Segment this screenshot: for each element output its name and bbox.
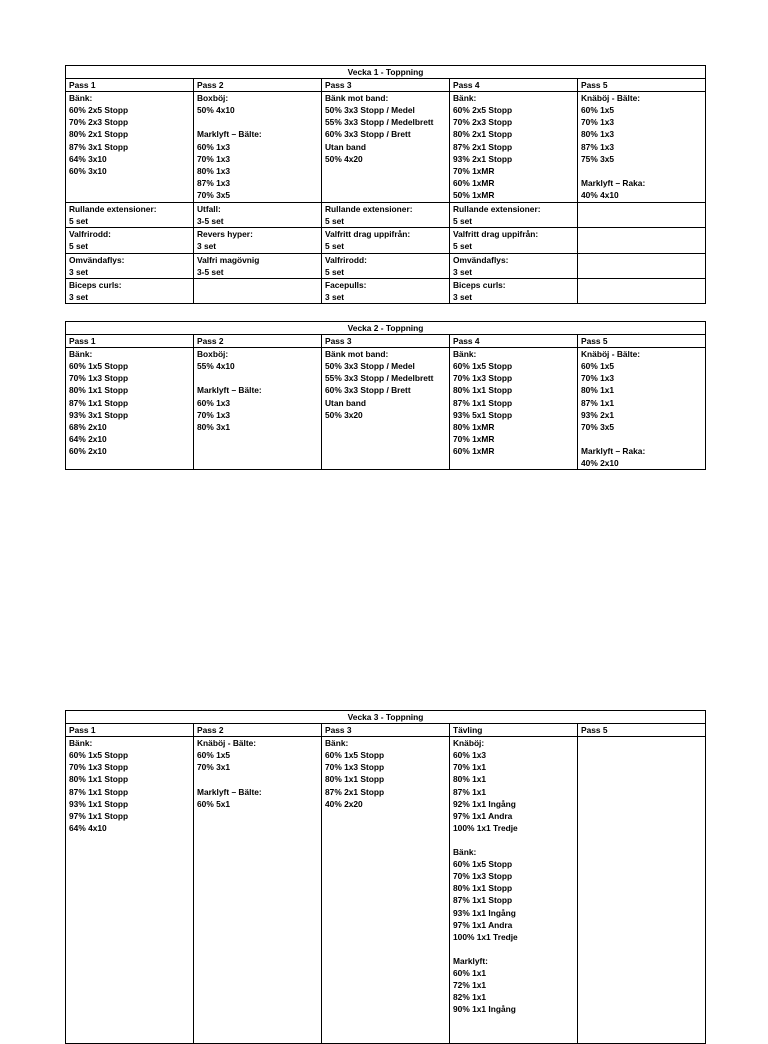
cell-line: 60% 1xMR: [453, 177, 495, 188]
cell-line: Knäböj - Bälte:: [581, 349, 641, 360]
cell-line: Facepulls:: [325, 279, 367, 290]
cell-line: Rullande extensioner:: [453, 204, 541, 215]
cell-line: 50% 3x20: [325, 409, 363, 420]
cell-line: 60% 1x3: [453, 750, 487, 761]
cell-line: 5 set: [325, 266, 345, 277]
table-cell: [194, 228, 322, 253]
cell-line: Bänk:: [69, 93, 93, 104]
table-cell: [66, 92, 194, 203]
cell-line: 70% 1x3: [581, 373, 615, 384]
table-row: [66, 737, 706, 1044]
week-title: Vecka 1 - Toppning: [66, 66, 706, 79]
cell-line: Valfritt drag uppifrån:: [325, 229, 411, 240]
cell-line: 87% 1x1 Stopp: [69, 786, 129, 797]
cell-line: 60% 1xMR: [453, 445, 495, 456]
column-header: Tävling: [450, 724, 578, 737]
cell-line: 70% 1x1: [453, 762, 487, 773]
cell-line: [197, 116, 318, 128]
table-cell: [578, 278, 706, 303]
cell-line: Bänk:: [453, 847, 477, 858]
cell-line: 60% 2x5 Stopp: [453, 105, 513, 116]
week2-table: [65, 321, 706, 470]
cell-line: Valfritt drag uppifrån:: [453, 229, 539, 240]
table-cell: [450, 203, 578, 228]
cell-line: 72% 1x1: [453, 980, 487, 991]
column-header: Pass 2: [194, 335, 322, 348]
cell-line: Utfall:: [197, 204, 221, 215]
cell-line: Utan band: [325, 141, 366, 152]
cell-line: 50% 4x20: [325, 153, 363, 164]
cell-line: 70% 3x1: [197, 762, 231, 773]
cell-line: 93% 2x1: [581, 409, 615, 420]
cell-line: 80% 1x1 Stopp: [69, 385, 129, 396]
table-cell: [450, 737, 578, 1044]
cell-line: 80% 1x1 Stopp: [325, 774, 385, 785]
week-title: Vecka 2 - Toppning: [66, 322, 706, 335]
cell-line: 64% 4x10: [69, 822, 107, 833]
table-row: [66, 228, 706, 253]
table-cell: [450, 278, 578, 303]
cell-line: Biceps curls:: [69, 279, 122, 290]
cell-line: 60% 3x3 Stopp / Brett: [325, 129, 411, 140]
cell-line: 60% 1x5: [581, 105, 615, 116]
cell-line: 87% 3x1 Stopp: [69, 141, 129, 152]
cell-line: 3 set: [453, 291, 473, 302]
cell-line: 40% 2x10: [581, 458, 619, 469]
table-cell: [194, 278, 322, 303]
cell-line: 60% 1x3: [197, 397, 231, 408]
cell-line: 60% 5x1: [197, 798, 231, 809]
cell-line: Bänk:: [69, 349, 93, 360]
cell-line: 90% 1x1 Ingång: [453, 1004, 516, 1015]
cell-line: 70% 1x3 Stopp: [69, 762, 129, 773]
table-row: [66, 348, 706, 470]
table-cell: [450, 92, 578, 203]
table-cell: [322, 203, 450, 228]
week-title: Vecka 3 - Toppning: [66, 711, 706, 724]
cell-line: 3 set: [453, 266, 473, 277]
column-header: Pass 3: [322, 335, 450, 348]
cell-line: 60% 1x5 Stopp: [453, 859, 513, 870]
table-cell: [450, 253, 578, 278]
cell-line: Bänk mot band:: [325, 93, 389, 104]
cell-line: Knäböj:: [453, 738, 485, 749]
cell-line: Marklyft – Bälte:: [197, 385, 262, 396]
cell-line: Marklyft – Bälte:: [197, 786, 262, 797]
cell-line: 3 set: [325, 291, 345, 302]
cell-line: 5 set: [69, 216, 89, 227]
cell-line: Rullande extensioner:: [325, 204, 413, 215]
cell-line: 50% 3x3 Stopp / Medel: [325, 105, 415, 116]
cell-line: 60% 3x10: [69, 165, 107, 176]
table-cell: [578, 737, 706, 1044]
cell-line: 55% 4x10: [197, 361, 235, 372]
table-cell: [194, 203, 322, 228]
cell-line: Boxböj:: [197, 93, 229, 104]
cell-line: 3 set: [197, 241, 217, 252]
cell-line: 87% 1x1: [581, 397, 615, 408]
cell-line: 80% 1x1 Stopp: [69, 774, 129, 785]
cell-line: 60% 1x5 Stopp: [453, 361, 513, 372]
cell-line: Knäböj - Bälte:: [581, 93, 641, 104]
cell-line: [581, 433, 702, 445]
table-cell: [66, 253, 194, 278]
cell-line: 70% 1x3: [197, 409, 231, 420]
table-row: [66, 278, 706, 303]
cell-line: [453, 834, 574, 846]
cell-line: 87% 2x1 Stopp: [453, 141, 513, 152]
cell-line: Marklyft – Raka:: [581, 177, 646, 188]
column-header: Pass 2: [194, 724, 322, 737]
table-cell: [194, 92, 322, 203]
cell-line: 93% 5x1 Stopp: [453, 409, 513, 420]
cell-line: 80% 1x1 Stopp: [453, 385, 513, 396]
column-header: Pass 5: [578, 335, 706, 348]
cell-line: 100% 1x1 Tredje: [453, 931, 518, 942]
cell-line: [581, 165, 702, 177]
cell-line: 70% 1x3 Stopp: [453, 871, 513, 882]
cell-line: [197, 372, 318, 384]
cell-line: 70% 2x3 Stopp: [453, 117, 513, 128]
table-cell: [66, 737, 194, 1044]
cell-line: 87% 1x1 Stopp: [453, 397, 513, 408]
cell-line: [453, 943, 574, 955]
cell-line: Revers hyper:: [197, 229, 253, 240]
table-cell: [66, 348, 194, 470]
table-cell: [578, 92, 706, 203]
cell-line: 82% 1x1: [453, 992, 487, 1003]
cell-line: Bänk mot band:: [325, 349, 389, 360]
cell-line: 60% 2x10: [69, 445, 107, 456]
cell-line: 87% 1x3: [197, 177, 231, 188]
cell-line: 5 set: [453, 216, 473, 227]
column-header: Pass 2: [194, 79, 322, 92]
cell-line: Valfrirodd:: [325, 254, 367, 265]
cell-line: Bänk:: [453, 93, 477, 104]
cell-line: 93% 3x1 Stopp: [69, 409, 129, 420]
cell-line: Rullande extensioner:: [69, 204, 157, 215]
cell-line: 87% 1x1 Stopp: [453, 895, 513, 906]
column-header: Pass 3: [322, 724, 450, 737]
cell-line: 75% 3x5: [581, 153, 615, 164]
cell-line: 55% 3x3 Stopp / Medelbrett: [325, 117, 434, 128]
table-cell: [322, 228, 450, 253]
table-cell: [578, 228, 706, 253]
cell-line: 97% 1x1 Stopp: [69, 810, 129, 821]
cell-line: 55% 3x3 Stopp / Medelbrett: [325, 373, 434, 384]
table-row: [66, 203, 706, 228]
table-cell: [322, 348, 450, 470]
cell-line: Bänk:: [325, 738, 349, 749]
cell-line: 70% 1xMR: [453, 433, 495, 444]
cell-line: 87% 2x1 Stopp: [325, 786, 385, 797]
cell-line: 93% 1x1 Ingång: [453, 907, 516, 918]
cell-line: 93% 2x1 Stopp: [453, 153, 513, 164]
cell-line: 50% 1xMR: [453, 189, 495, 200]
cell-line: Valfrirodd:: [69, 229, 111, 240]
cell-line: 3 set: [69, 291, 89, 302]
cell-line: 70% 1x3: [581, 117, 615, 128]
cell-line: 93% 1x1 Stopp: [69, 798, 129, 809]
table-cell: [66, 228, 194, 253]
cell-line: 70% 1xMR: [453, 165, 495, 176]
column-header: Pass 5: [578, 79, 706, 92]
table-cell: [578, 253, 706, 278]
cell-line: 64% 3x10: [69, 153, 107, 164]
table-cell: [194, 737, 322, 1044]
cell-line: 92% 1x1 Ingång: [453, 798, 516, 809]
cell-line: 60% 1x3: [197, 141, 231, 152]
cell-line: 87% 1x1: [453, 786, 487, 797]
cell-line: 97% 1x1 Andra: [453, 810, 513, 821]
cell-line: 50% 4x10: [197, 105, 235, 116]
column-header: Pass 1: [66, 335, 194, 348]
cell-line: 60% 1x5 Stopp: [69, 361, 129, 372]
cell-line: Marklyft – Bälte:: [197, 129, 262, 140]
cell-line: 87% 1x1 Stopp: [69, 397, 129, 408]
column-header: Pass 1: [66, 724, 194, 737]
cell-line: 70% 3x5: [197, 189, 231, 200]
cell-line: 3-5 set: [197, 266, 224, 277]
cell-line: 40% 4x10: [581, 189, 619, 200]
cell-line: 3 set: [69, 266, 89, 277]
table-cell: [194, 348, 322, 470]
cell-line: 100% 1x1 Tredje: [453, 822, 518, 833]
cell-line: 60% 3x3 Stopp / Brett: [325, 385, 411, 396]
table-cell: [322, 278, 450, 303]
table-row: [66, 92, 706, 203]
table-cell: [578, 203, 706, 228]
cell-line: 60% 1x5: [581, 361, 615, 372]
cell-line: 70% 1x3: [197, 153, 231, 164]
cell-line: 80% 1xMR: [453, 421, 495, 432]
cell-line: 68% 2x10: [69, 421, 107, 432]
cell-line: 60% 2x5 Stopp: [69, 105, 129, 116]
cell-line: Knäböj - Bälte:: [197, 738, 257, 749]
column-header: Pass 5: [578, 724, 706, 737]
table-cell: [578, 348, 706, 470]
table-cell: [194, 253, 322, 278]
cell-line: 80% 1x3: [581, 129, 615, 140]
table-cell: [450, 348, 578, 470]
table-cell: [66, 203, 194, 228]
table-cell: [322, 737, 450, 1044]
cell-line: 40% 2x20: [325, 798, 363, 809]
cell-line: 80% 1x1: [581, 385, 615, 396]
table-cell: [66, 278, 194, 303]
cell-line: 3-5 set: [197, 216, 224, 227]
cell-line: 87% 1x3: [581, 141, 615, 152]
cell-line: 70% 1x3 Stopp: [69, 373, 129, 384]
cell-line: Omvändaflys:: [69, 254, 125, 265]
cell-line: 64% 2x10: [69, 433, 107, 444]
table-cell: [450, 228, 578, 253]
cell-line: Bänk:: [453, 349, 477, 360]
cell-line: 70% 3x5: [581, 421, 615, 432]
column-header: Pass 1: [66, 79, 194, 92]
cell-line: Biceps curls:: [453, 279, 506, 290]
cell-line: Boxböj:: [197, 349, 229, 360]
cell-line: 97% 1x1 Andra: [453, 919, 513, 930]
cell-line: Marklyft – Raka:: [581, 445, 646, 456]
column-header: Pass 4: [450, 79, 578, 92]
cell-line: 60% 1x5 Stopp: [69, 750, 129, 761]
cell-line: Utan band: [325, 397, 366, 408]
cell-line: Marklyft:: [453, 955, 488, 966]
cell-line: Valfri magövnig: [197, 254, 260, 265]
cell-line: 80% 1x3: [197, 165, 231, 176]
column-header: Pass 3: [322, 79, 450, 92]
cell-line: 50% 3x3 Stopp / Medel: [325, 361, 415, 372]
cell-line: Omvändaflys:: [453, 254, 509, 265]
cell-line: 80% 1x1: [453, 774, 487, 785]
cell-line: 70% 1x3 Stopp: [453, 373, 513, 384]
cell-line: 60% 1x5: [197, 750, 231, 761]
cell-line: Bänk:: [69, 738, 93, 749]
cell-line: 70% 2x3 Stopp: [69, 117, 129, 128]
table-row: [66, 253, 706, 278]
cell-line: 80% 3x1: [197, 421, 231, 432]
cell-line: 80% 1x1 Stopp: [453, 883, 513, 894]
cell-line: 5 set: [325, 216, 345, 227]
cell-line: 5 set: [325, 241, 345, 252]
cell-line: 80% 2x1 Stopp: [69, 129, 129, 140]
cell-line: 5 set: [69, 241, 89, 252]
week3-table: [65, 710, 706, 1044]
cell-line: [197, 773, 318, 785]
column-header: Pass 4: [450, 335, 578, 348]
table-cell: [322, 92, 450, 203]
cell-line: 80% 2x1 Stopp: [453, 129, 513, 140]
cell-line: 5 set: [453, 241, 473, 252]
cell-line: 70% 1x3 Stopp: [325, 762, 385, 773]
table-cell: [322, 253, 450, 278]
cell-line: 60% 1x1: [453, 967, 487, 978]
cell-line: 60% 1x5 Stopp: [325, 750, 385, 761]
week1-table: [65, 65, 706, 304]
